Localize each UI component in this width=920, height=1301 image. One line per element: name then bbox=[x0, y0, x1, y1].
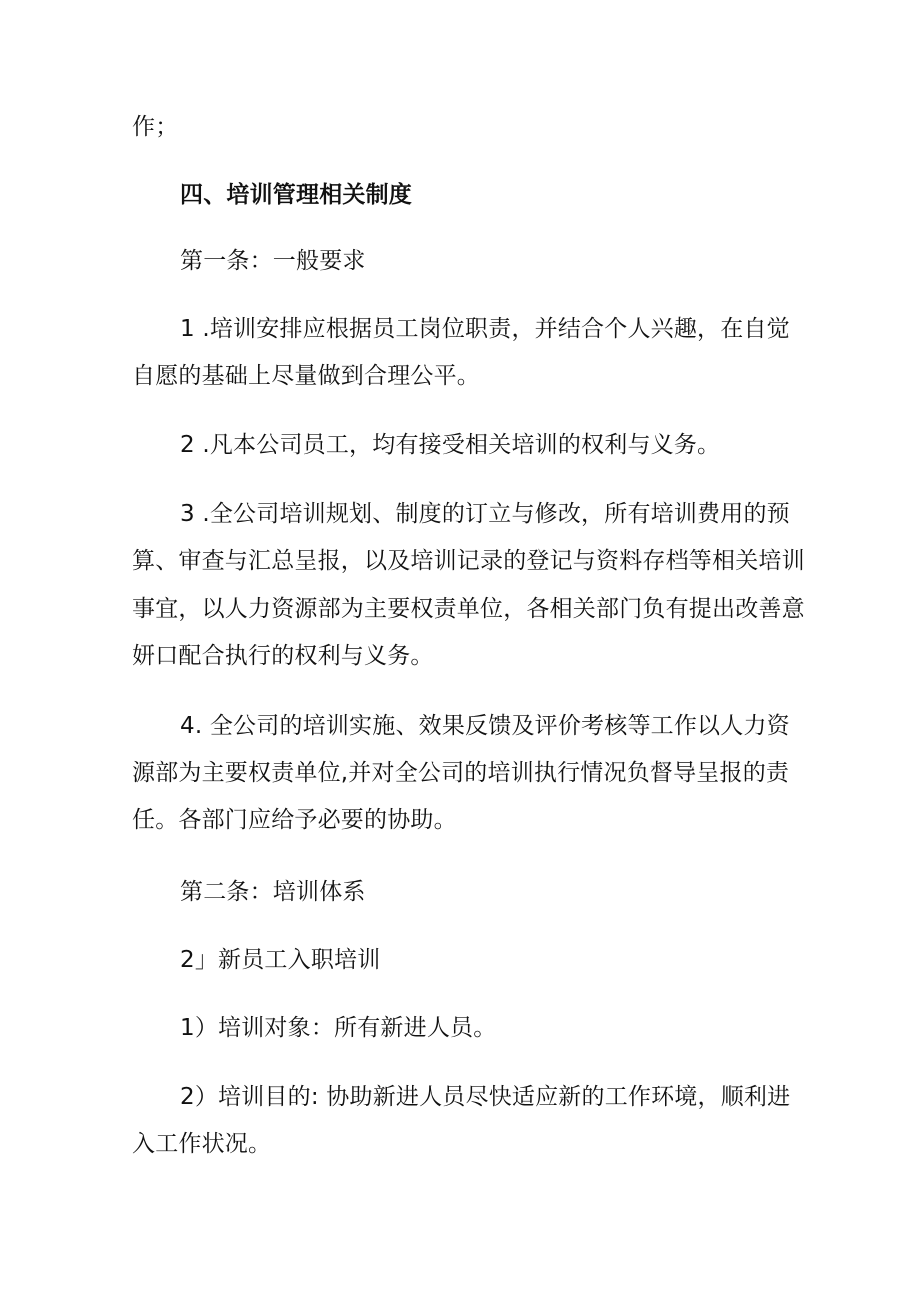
paragraph-3-line-1: 3 .全公司培训规划、制度的订立与修改，所有培训费用的预 bbox=[180, 501, 790, 527]
section-heading: 四、培训管理相关制度 bbox=[180, 182, 412, 208]
text-line-continuation: 作； bbox=[132, 114, 179, 140]
subsection-heading: 2」新员工入职培训 bbox=[180, 947, 381, 973]
paragraph-3-line-2: 算、审查与汇总呈报，以及培训记录的登记与资料存档等相关培训 bbox=[132, 548, 805, 574]
article-heading-1: 第一条：一般要求 bbox=[180, 248, 366, 274]
item-1-line-1: 1）培训对象：所有新进人员。 bbox=[180, 1015, 497, 1041]
article-heading-2: 第二条：培训体系 bbox=[180, 879, 366, 905]
paragraph-4-line-2: 源部为主要权责单位,并对全公司的培训执行情况负督导呈报的责 bbox=[132, 760, 790, 786]
paragraph-1-line-2: 自愿的基础上尽量做到合理公平。 bbox=[132, 363, 480, 389]
item-2-line-1: 2）培训目的: 协助新进人员尽快适应新的工作环境，顺利进 bbox=[180, 1084, 791, 1110]
paragraph-4-line-3: 任。各部门应给予必要的协助。 bbox=[132, 807, 457, 833]
paragraph-3-line-3: 事宜，以人力资源部为主要权责单位，各相关部门负有提出改善意 bbox=[132, 596, 805, 622]
paragraph-4-line-1: 4. 全公司的培训实施、效果反馈及评价考核等工作以人力资 bbox=[180, 713, 790, 739]
paragraph-3-line-4: 妍口配合执行的权利与义务。 bbox=[132, 643, 434, 669]
paragraph-1-line-1: 1 .培训安排应根据员工岗位职责，并结合个人兴趣，在自觉 bbox=[180, 316, 790, 342]
paragraph-2-line-1: 2 .凡本公司员工，均有接受相关培训的权利与义务。 bbox=[180, 432, 721, 458]
item-2-line-2: 入工作状况。 bbox=[132, 1131, 272, 1157]
